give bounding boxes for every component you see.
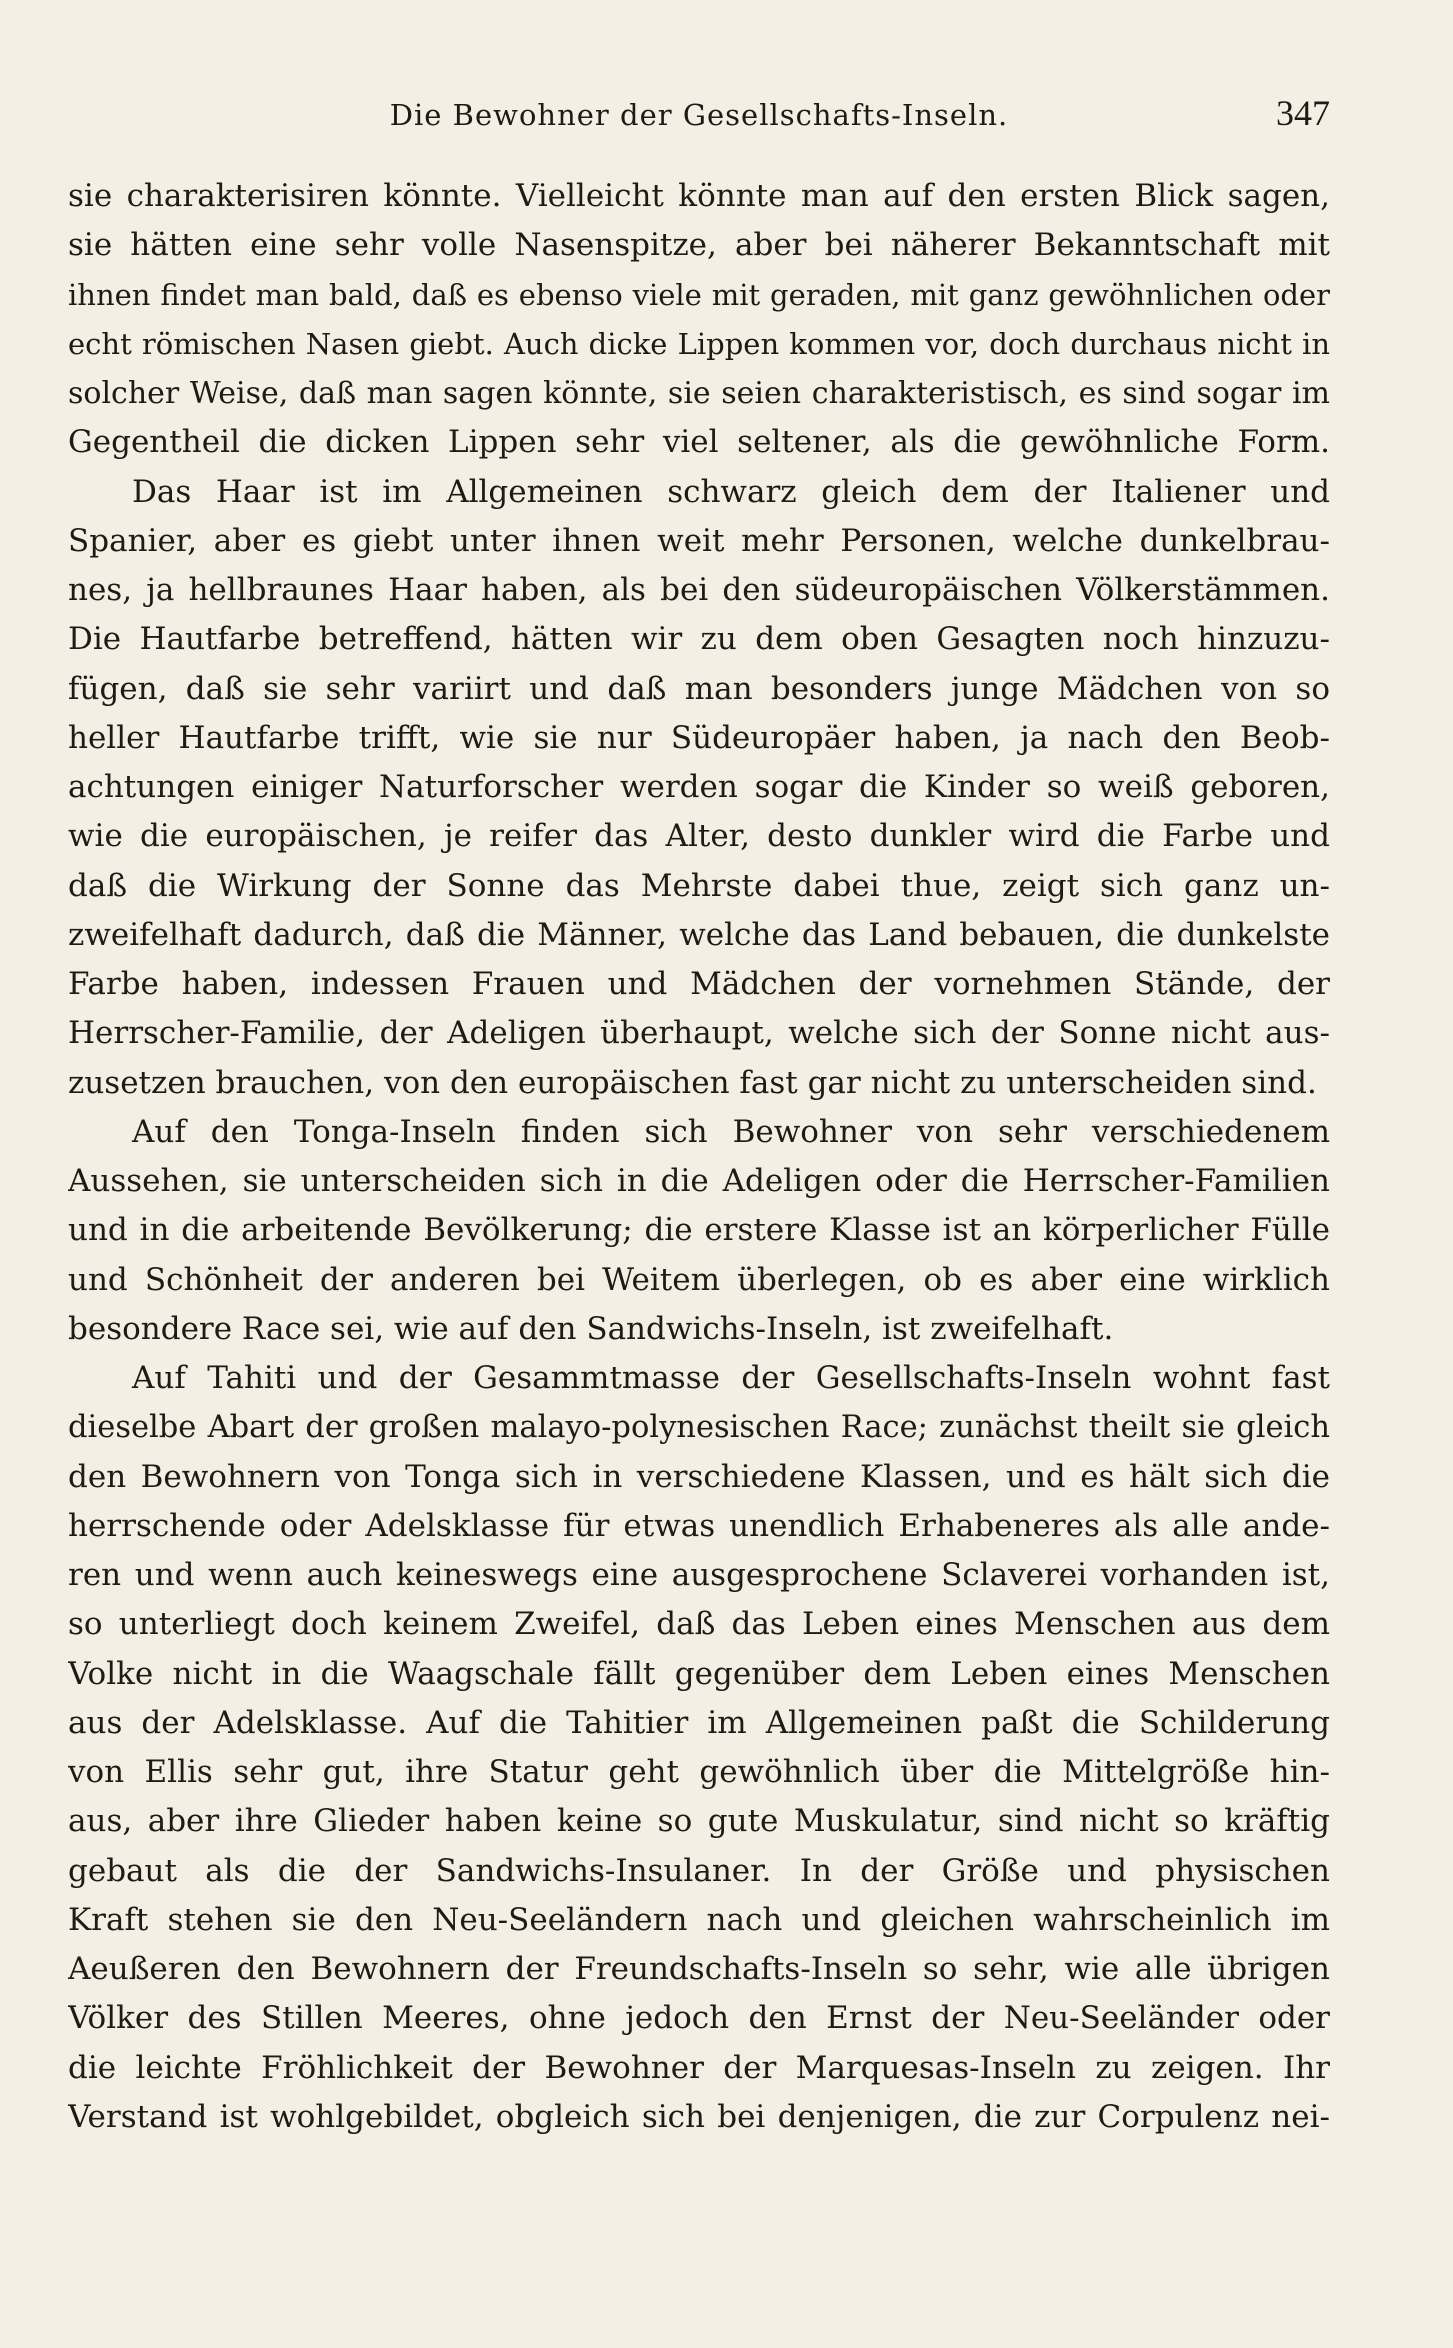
text-line: von Ellis sehr gut, ihre Statur geht gewöhnlich über die Mittelgröße hin- [68, 1754, 1330, 1790]
text-line: achtungen einiger Naturforscher werden sogar die Kinder so weiß geboren, [68, 769, 1330, 805]
text-line: Die Hautfarbe betreffend, hätten wir zu dem oben Gesagten noch hinzuzu- [68, 621, 1330, 658]
text-line: besondere Race sei, wie auf den Sandwichs-Inseln, ist zweifelhaft. [68, 1310, 1114, 1347]
text-line: sie hätten eine sehr volle Nasenspitze, aber bei näherer Bekanntschaft mit [68, 227, 1330, 264]
text-line: Das Haar ist im Allgemeinen schwarz gleich dem der Italiener und [132, 473, 1330, 510]
text-line: und in die arbeitende Bevölkerung; die erstere Klasse ist an körperlicher Fülle [68, 1212, 1330, 1249]
text-line: fügen, daß sie sehr variirt und daß man besonders junge Mädchen von so [68, 670, 1330, 707]
body-text [68, 172, 1330, 2142]
text-line: Gegentheil die dicken Lippen sehr viel seltener, als die gewöhnliche Form. [68, 424, 1330, 461]
text-line: sie charakterisiren könnte. Vielleicht könnte man auf den ersten Blick sagen, [68, 178, 1330, 214]
text-line: solcher Weise, daß man sagen könnte, sie seien charakteristisch, es sind sogar im [68, 376, 1330, 411]
text-line: Verstand ist wohlgebildet, obgleich sich bei denjenigen, die zur Corpulenz nei- [68, 2098, 1330, 2135]
page-number: 347 [1276, 93, 1330, 133]
text-line: so unterliegt doch keinem Zweifel, daß das Leben eines Menschen aus dem [68, 1606, 1330, 1643]
text-line: ihnen findet man bald, daß es ebenso viele mit geraden, mit ganz gewöhnlichen oder [68, 277, 1330, 312]
text-line: Herrscher-Familie, der Adeligen überhaupt, welche sich der Sonne nicht aus- [68, 1015, 1330, 1052]
text-line: herrschende oder Adelsklasse für etwas unendlich Erhabeneres als alle ande- [68, 1507, 1330, 1544]
text-line: Volke nicht in die Waagschale fällt gegenüber dem Leben eines Menschen [68, 1655, 1330, 1692]
text-line: Aeußeren den Bewohnern der Freundschafts-Inseln so sehr, wie alle übrigen [68, 1951, 1330, 1987]
page-header [68, 90, 1330, 146]
text-line: die leichte Fröhlichkeit der Bewohner der Marquesas-Inseln zu zeigen. Ihr [68, 2049, 1330, 2086]
text-line: zweifelhaft dadurch, daß die Männer, welche das Land bebauen, die dunkelste [68, 916, 1330, 953]
text-line: Spanier, aber es giebt unter ihnen weit mehr Personen, welche dunkelbrau- [68, 522, 1330, 559]
text-line: zusetzen brauchen, von den europäischen fast gar nicht zu unterscheiden sind. [68, 1064, 1317, 1101]
text-line: Auf Tahiti und der Gesammtmasse der Gesellschafts-Inseln wohnt fast [132, 1360, 1330, 1396]
text-line: echt römischen Nasen giebt. Auch dicke Lippen kommen vor, doch durchaus nicht in [68, 326, 1330, 361]
running-title: Die Bewohner der Gesellschafts-Inseln. [389, 98, 1009, 132]
text-line: Aussehen, sie unterscheiden sich in die Adeligen oder die Herrscher-Familien [68, 1163, 1330, 1199]
text-line: den Bewohnern von Tonga sich in verschiedene Klassen, und es hält sich die [68, 1458, 1330, 1495]
text-line: aus der Adelsklasse. Auf die Tahitier im Allgemeinen paßt die Schilderung [68, 1704, 1330, 1741]
text-line: daß die Wirkung der Sonne das Mehrste dabei thue, zeigt sich ganz un- [68, 867, 1330, 904]
text-line: gebaut als die der Sandwichs-Insulaner. In der Größe und physischen [68, 1852, 1330, 1889]
text-line: nes, ja hellbraunes Haar haben, als bei den südeuropäischen Völkerstämmen. [68, 572, 1330, 608]
text-line: heller Hautfarbe trifft, wie sie nur Südeuropäer haben, ja nach den Beob- [68, 719, 1330, 756]
text-line: wie die europäischen, je reifer das Alter, desto dunkler wird die Farbe und [68, 818, 1330, 855]
text-line: Auf den Tonga-Inseln finden sich Bewohner von sehr verschiedenem [132, 1113, 1330, 1150]
text-line: Völker des Stillen Meeres, ohne jedoch den Ernst der Neu-Seeländer oder [68, 2000, 1330, 2037]
text-line: aus, aber ihre Glieder haben keine so gute Muskulatur, sind nicht so kräftig [68, 1803, 1330, 1840]
text-line: und Schönheit der anderen bei Weitem überlegen, ob es aber eine wirklich [68, 1261, 1330, 1298]
text-line: Farbe haben, indessen Frauen und Mädchen der vornehmen Stände, der [68, 966, 1330, 1002]
text-line: ren und wenn auch keineswegs eine ausgesprochene Sclaverei vorhanden ist, [68, 1557, 1330, 1593]
text-line: dieselbe Abart der großen malayo-polynesischen Race; zunächst theilt sie gleich [68, 1410, 1330, 1446]
text-line: Kraft stehen sie den Neu-Seeländern nach und gleichen wahrscheinlich im [68, 1901, 1330, 1938]
